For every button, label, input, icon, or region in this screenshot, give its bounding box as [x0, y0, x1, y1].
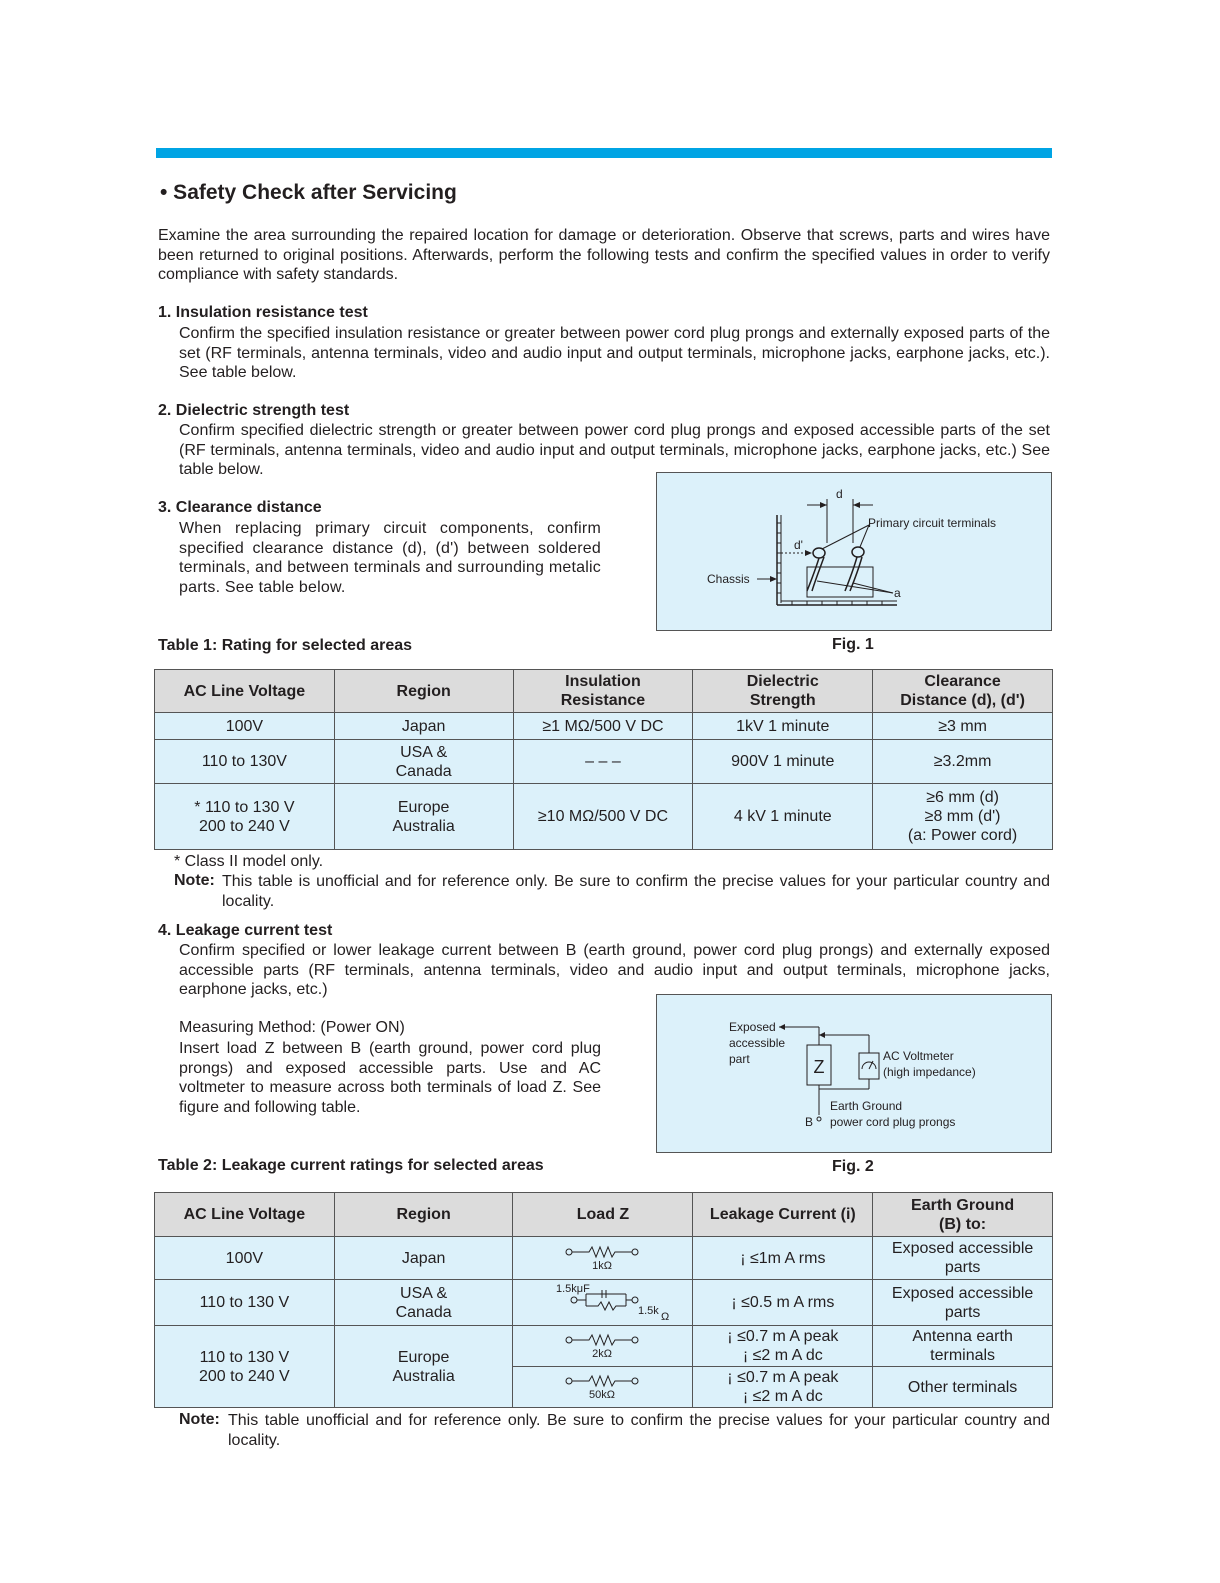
rc-network-icon	[518, 1280, 688, 1320]
fig1-label-a: a	[894, 586, 901, 600]
table-2-header: Leakage Current (i)	[693, 1193, 873, 1237]
table-cell: 4 kV 1 minute	[693, 784, 873, 850]
section-title: • Safety Check after Servicing	[160, 181, 457, 204]
table-cell: ¡ ≤0.7 m A peak ¡ ≤2 m A dc	[693, 1367, 873, 1408]
load-value: 2kΩ	[592, 1347, 612, 1360]
figure-2-caption: Fig. 2	[832, 1158, 874, 1175]
header-rule	[156, 148, 1052, 158]
table-cell: Europe Australia	[334, 784, 513, 850]
table-row	[155, 1280, 1053, 1326]
table-cell: ≥10 MΩ/500 V DC	[513, 784, 693, 850]
fig1-label-primary: Primary circuit terminals	[868, 516, 997, 530]
table-cell: ¡ ≤1m A rms	[693, 1237, 873, 1280]
fig1-label-chassis: Chassis	[707, 572, 750, 586]
table-1-note-label: Note:	[174, 872, 215, 889]
table-2	[154, 1192, 1053, 1408]
resistor-icon	[563, 1328, 643, 1360]
table-cell: Antenna earth terminals	[873, 1326, 1053, 1367]
measuring-body: Insert load Z between B (earth ground, power cord plug prongs) and exposed accessible parts. Use and AC voltmeter to measure across both terminals of load Z. See figure and following table.	[179, 1040, 601, 1116]
table-cell: 100V	[155, 1237, 335, 1280]
fig1-label-d: d	[836, 487, 843, 501]
table-cell	[513, 1367, 693, 1408]
table-cell: ≥6 mm (d) ≥8 mm (d') (a: Power cord)	[873, 784, 1053, 850]
table-cell: USA & Canada	[334, 740, 513, 784]
table-1-footnote: * Class II model only.	[174, 853, 324, 870]
table-row	[155, 1237, 1053, 1280]
test-1-body: Confirm the specified insulation resistance or greater between power cord plug prongs and externally exposed parts of the set (RF terminals, antenna terminals, video and audio input and output terminals, microphone jacks, earphone jacks, etc.). See table below.	[179, 325, 1050, 381]
test-4-heading: 4. Leakage current test	[158, 922, 333, 939]
test-1-heading: 1. Insulation resistance test	[158, 304, 368, 321]
fig2-label-earth: power cord plug prongs	[830, 1115, 956, 1129]
table-row	[155, 1326, 1053, 1367]
load-capacitance: 1.5kμF	[555, 1283, 590, 1295]
table-cell: Other terminals	[873, 1367, 1053, 1408]
table-cell: ≥3.2mm	[873, 740, 1053, 784]
fig2-label-exposed: Exposed	[729, 1020, 776, 1034]
fig2-label-earth: Earth Ground	[830, 1099, 903, 1113]
table-1	[154, 669, 1053, 850]
test-3-body: When replacing primary circuit components, confirm specified clearance distance (d), (d') between soldered terminals, and between terminals and surrounding metalic parts. See table below.	[179, 520, 601, 596]
intro-paragraph: Examine the area surrounding the repaired location for damage or deterioration. Observe that screws, parts and wires have been returned to original positions. Afterwards, perform the following tests and confirm the specified values in order to verify compliance with safety standards.	[158, 227, 1050, 283]
load-value: 1kΩ	[592, 1259, 612, 1272]
table-cell	[513, 1326, 693, 1367]
table-cell: 100V	[155, 713, 335, 740]
load-resistance: 1.5k	[637, 1305, 659, 1317]
fig2-label-exposed: accessible	[729, 1036, 786, 1050]
table-cell: ¡ ≤0.7 m A peak ¡ ≤2 m A dc	[693, 1326, 873, 1367]
table-1-note: This table is unofficial and for reference only. Be sure to confirm the precise values for your particular country and locality.	[222, 873, 1050, 910]
table-1-header: Clearance Distance (d), (d')	[873, 670, 1053, 713]
table-cell: USA & Canada	[334, 1280, 513, 1326]
fig2-label-z: Z	[813, 1057, 825, 1077]
table-cell: 110 to 130 V 200 to 240 V	[155, 1326, 335, 1408]
table-cell: Exposed accessible parts	[873, 1280, 1053, 1326]
figure-2	[656, 994, 1052, 1153]
table-row	[155, 713, 1053, 740]
test-2-heading: 2. Dielectric strength test	[158, 402, 350, 419]
table-cell: * 110 to 130 V 200 to 240 V	[155, 784, 335, 850]
load-value: 50kΩ	[588, 1388, 615, 1401]
table-cell: 900V 1 minute	[693, 740, 873, 784]
figure-1	[656, 472, 1052, 631]
table-cell: 1kV 1 minute	[693, 713, 873, 740]
fig1-label-dprime: d'	[794, 538, 803, 552]
resistor-icon	[563, 1369, 643, 1401]
table-2-header: Earth Ground (B) to:	[873, 1193, 1053, 1237]
table-row	[155, 740, 1053, 784]
table-cell: ≥3 mm	[873, 713, 1053, 740]
test-4-body: Confirm specified or lower leakage current between B (earth ground, power cord plug prongs) and externally exposed accessible parts (RF terminals, antenna terminals, video and audio input and output terminals, microphone jacks, earphone jacks, etc.)	[179, 942, 1050, 998]
figure-1-caption: Fig. 1	[832, 636, 874, 653]
table-cell: 110 to 130V	[155, 740, 335, 784]
table-cell: ≥1 MΩ/500 V DC	[513, 713, 693, 740]
table-cell: Japan	[334, 713, 513, 740]
table-2-header: Region	[334, 1193, 513, 1237]
test-3-heading: 3. Clearance distance	[158, 499, 322, 516]
table-cell: – – –	[513, 740, 693, 784]
fig2-label-b: B	[805, 1115, 814, 1129]
load-ohm: Ω	[660, 1311, 670, 1320]
resistor-icon	[563, 1240, 643, 1272]
table-2-header: AC Line Voltage	[155, 1193, 335, 1237]
table-1-header: Dielectric Strength	[693, 670, 873, 713]
test-2-body: Confirm specified dielectric strength or greater between power cord plug prongs and exposed accessible parts of the set (RF terminals, antenna terminals, video and audio input and output terminals, microphone jacks, earphone jacks, etc.) See table below.	[179, 422, 1050, 478]
table-1-header: Region	[334, 670, 513, 713]
table-cell: Exposed accessible parts	[873, 1237, 1053, 1280]
table-cell: Japan	[334, 1237, 513, 1280]
table-2-note-label: Note:	[179, 1411, 220, 1428]
table-cell: ¡ ≤0.5 m A rms	[693, 1280, 873, 1326]
fig2-label-voltmeter: AC Voltmeter	[883, 1049, 954, 1063]
table-1-title: Table 1: Rating for selected areas	[158, 637, 413, 654]
table-cell: 110 to 130 V	[155, 1280, 335, 1326]
fig2-label-exposed: part	[729, 1052, 750, 1066]
table-cell	[513, 1280, 693, 1326]
figure-2-diagram	[657, 995, 1051, 1152]
fig2-label-voltmeter: (high impedance)	[883, 1065, 976, 1079]
table-cell	[513, 1237, 693, 1280]
table-2-title: Table 2: Leakage current ratings for selected areas	[158, 1157, 544, 1174]
table-row	[155, 784, 1053, 850]
table-cell: Europe Australia	[334, 1326, 513, 1408]
table-2-note: This table unofficial and for reference only. Be sure to confirm the precise values for your particular country and locality.	[228, 1412, 1050, 1449]
figure-1-diagram	[657, 473, 1051, 630]
table-1-header: AC Line Voltage	[155, 670, 335, 713]
table-2-header: Load Z	[513, 1193, 693, 1237]
measuring-title: Measuring Method: (Power ON)	[179, 1019, 405, 1036]
table-1-header: Insulation Resistance	[513, 670, 693, 713]
